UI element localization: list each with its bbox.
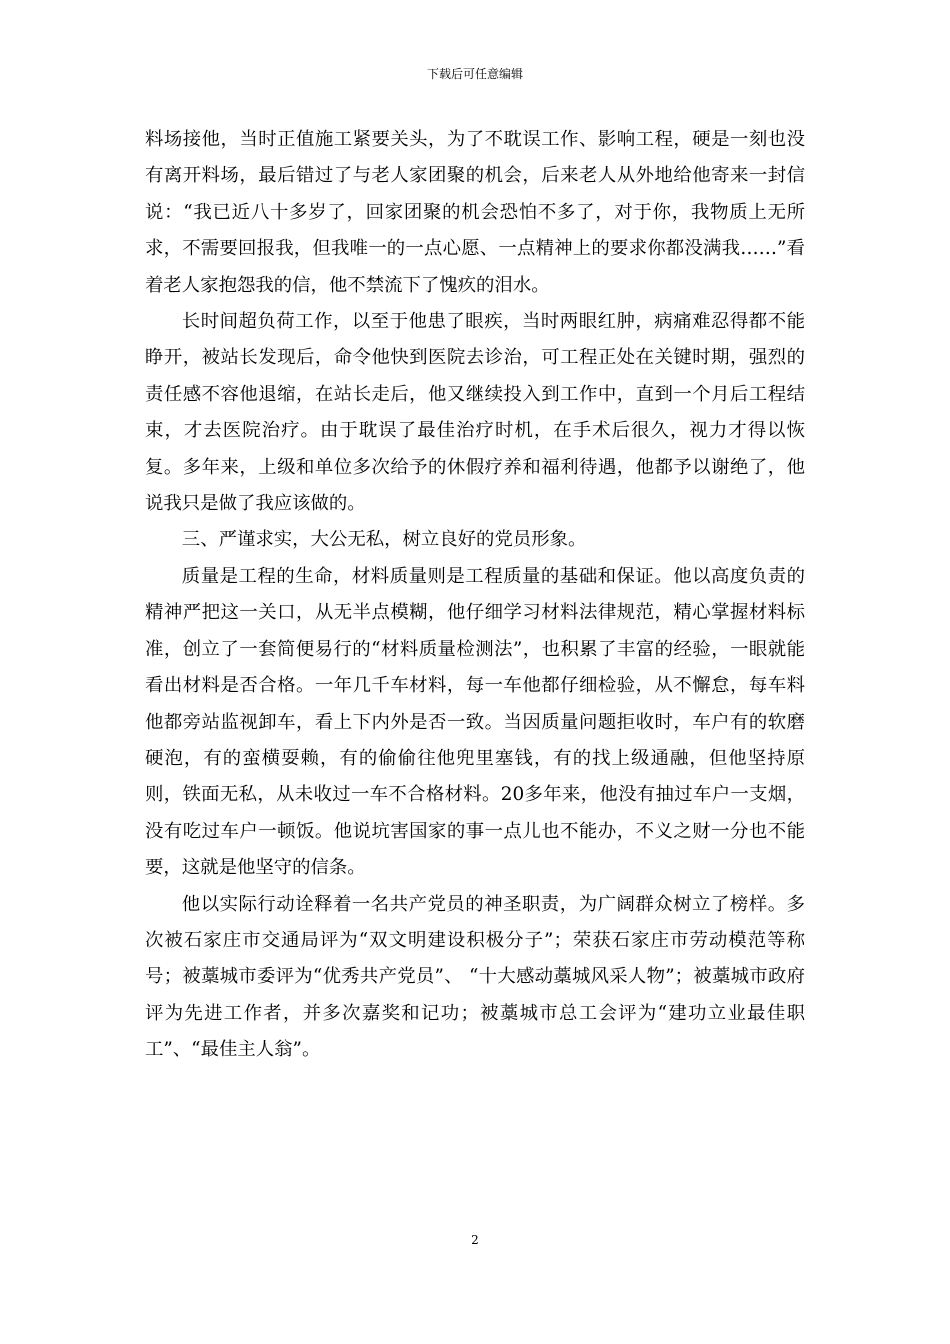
- paragraph-continuation: 料场接他，当时正值施工紧要关头，为了不耽误工作、影响工程，硬是一刻也没有离开料场，最后错过了与老人家团聚的机会，后来老人从外地给他寄来一封信说：“我已近八十多岁了，回家团聚的机会恐怕不多了，对于你，我物质上无所求，不需要回报我，但我唯一的一点心愿、一点精神上的要求你都没满我……”看着老人家抱怨我的信，他不禁流下了愧疚的泪水。: [145, 129, 805, 296]
- document-body: [145, 122, 805, 1069]
- paragraph-material-quality: 质量是工程的生命，材料质量则是工程质量的基础和保证。他以高度负责的精神严把这一关口，从无半点模糊，他仔细学习材料法律规范，精心掌握材料标准，创立了一套简便易行的“材料质量检测法”，也积累了丰富的经验，一眼就能看出材料是否合格。一年几千车材料，每一车他都仔细检验，从不懈怠，每车料他都旁站监视卸车，看上下内外是否一致。当因质量问题拒收时，车户有的软磨硬泡，有的蛮横耍赖，有的偷偷往他兜里塞钱，有的找上级通融，但他坚持原则，铁面无私，从未收过一车不合格材料。20多年来，他没有抽过车户一支烟，没有吃过车户一顿饭。他说坑害国家的事一点儿也不能办，不义之财一分也不能要，这就是他坚守的信条。: [145, 565, 805, 879]
- page-header: 下载后可任意编辑: [426, 67, 523, 81]
- paragraph-eye-illness: 长时间超负荷工作，以至于他患了眼疾，当时两眼红肿，病痛难忍得都不能睁开，被站长发现后，命令他快到医院去诊治，可工程正处在关键时期，强烈的责任感不容他退缩，在站长走后，他又继续投入到工作中，直到一个月后工程结束，才去医院治疗。由于耽误了最佳治疗时机，在手术后很久，视力才得以恢复。多年来，上级和单位多次给予的休假疗养和福利待遇，他都予以谢绝了，他说我只是做了我应该做的。: [145, 311, 805, 515]
- page-number: 2: [471, 1233, 479, 1247]
- section-heading-three: 三、严谨求实，大公无私，树立良好的党员形象。: [181, 529, 587, 551]
- paragraph-honors: 他以实际行动诠释着一名共产党员的神圣职责，为广阔群众树立了榜样。多次被石家庄市交通局评为“双文明建设积极分子”；荣获石家庄市劳动模范等称号；被藁城市委评为“优秀共产党员”、 “十大感动藁城风采人物”；被藁城市政府评为先进工作者，并多次嘉奖和记功；被藁城市总工会评为“建功立业最佳职工”、“最佳主人翁”。: [145, 893, 805, 1061]
